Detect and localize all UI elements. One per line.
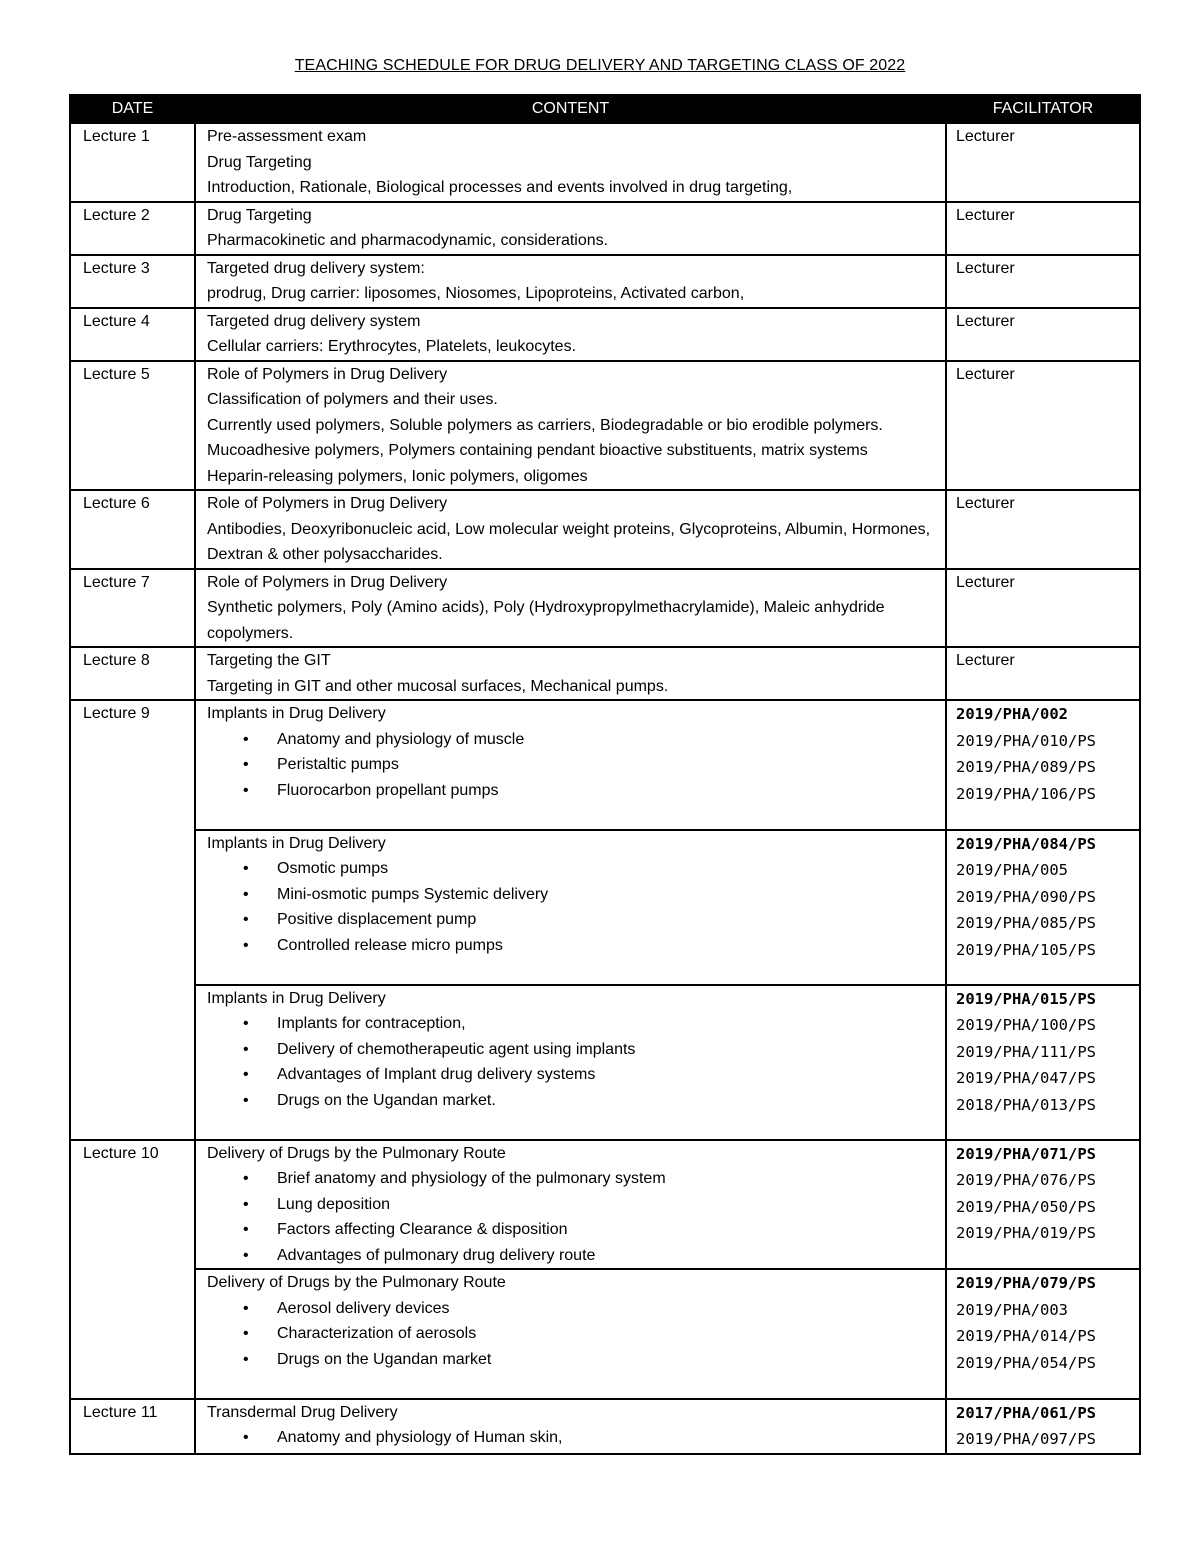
facilitator-name: Lecturer <box>956 312 1015 330</box>
content-line: Role of Polymers in Drug Delivery <box>207 573 448 591</box>
facilitator-name: Lecturer <box>956 573 1015 591</box>
content-line: Pre-assessment exam <box>207 128 367 145</box>
bullet-item: • Peristaltic pumps <box>207 752 939 778</box>
content-line: Targeting the GIT <box>207 652 331 669</box>
group-member: 2019/PHA/089/PS <box>956 758 1096 776</box>
table-row <box>70 1269 1140 1399</box>
date-cell: Lecture 6 <box>70 490 195 569</box>
bullet-item: • Advantages of Implant drug delivery systems <box>207 1062 939 1088</box>
header-content: CONTENT <box>195 95 946 123</box>
bullet-item: • Delivery of chemotherapeutic agent using implants <box>207 1037 939 1063</box>
table-row <box>70 255 1140 308</box>
date-cell: Lecture 8 <box>70 647 195 700</box>
group-member: 2019/PHA/076/PS <box>956 1171 1096 1189</box>
content-cell <box>195 490 946 569</box>
date-cell: Lecture 11 <box>70 1399 195 1454</box>
facilitator-cell <box>946 1399 1140 1454</box>
table-row <box>70 700 1140 830</box>
table-row <box>70 985 1140 1140</box>
content-line: Currently used polymers, Soluble polymers as carriers, Biodegradable or bio erodible polymers. Mucoadhesive polymers, Polymers containing pendant bioactive substituents, matrix systems <box>207 416 883 459</box>
content-line: prodrug, Drug carrier: liposomes, Niosomes, Lipoproteins, Activated carbon, <box>207 285 745 302</box>
content-cell <box>195 700 946 830</box>
table-row <box>70 490 1140 569</box>
group-member: 2019/PHA/106/PS <box>956 784 1096 803</box>
facilitator-cell <box>946 1140 1140 1270</box>
facilitator-name: Lecturer <box>956 365 1015 383</box>
content-line: Targeted drug delivery system: <box>207 259 425 277</box>
table-row <box>70 361 1140 491</box>
bullet-item: • Controlled release micro pumps <box>207 933 939 959</box>
content-line: Targeting in GIT and other mucosal surfaces, Mechanical pumps. <box>207 677 669 695</box>
bullet-item: • Positive displacement pump <box>207 907 939 933</box>
date-cell: Lecture 5 <box>70 361 195 491</box>
content-heading: Implants in Drug Delivery <box>207 834 386 852</box>
bullet-item: • Characterization of aerosols <box>207 1321 939 1347</box>
bullet-item: • Mini-osmotic pumps Systemic delivery <box>207 882 939 908</box>
facilitator-cell <box>946 830 1140 985</box>
facilitator-name: Lecturer <box>956 495 1015 512</box>
bullet-item: • Advantages of pulmonary drug delivery route <box>207 1243 939 1269</box>
header-facilitator: FACILITATOR <box>946 95 1140 123</box>
content-cell <box>195 830 946 985</box>
bullet-item: • Anatomy and physiology of Human skin, <box>207 1425 939 1451</box>
facilitator-cell <box>946 255 1140 308</box>
table-row <box>70 647 1140 700</box>
content-line: Introduction, Rationale, Biological processes and events involved in drug targeting, <box>207 179 793 196</box>
bullet-item: • Aerosol delivery devices <box>207 1296 939 1322</box>
bullet-item: • Brief anatomy and physiology of the pulmonary system <box>207 1166 939 1192</box>
table-row <box>70 308 1140 361</box>
group-member: 2019/PHA/090/PS <box>956 887 1096 906</box>
content-line: Targeted drug delivery system <box>207 312 421 330</box>
bullet-item: • Anatomy and physiology of muscle <box>207 727 939 753</box>
group-member: 2019/PHA/054/PS <box>956 1353 1096 1372</box>
content-line: Role of Polymers in Drug Delivery <box>207 495 448 512</box>
facilitator-cell <box>946 647 1140 700</box>
content-heading: Transdermal Drug Delivery <box>207 1403 398 1421</box>
content-heading: Implants in Drug Delivery <box>207 705 386 722</box>
group-member: 2018/PHA/013/PS <box>956 1095 1096 1114</box>
document-title: TEACHING SCHEDULE FOR DRUG DELIVERY AND TARGETING CLASS OF 2022 <box>294 57 906 74</box>
group-lead: 2019/PHA/015/PS <box>956 989 1096 1008</box>
group-member: 2019/PHA/047/PS <box>956 1069 1096 1087</box>
content-heading: Delivery of Drugs by the Pulmonary Route <box>207 1274 506 1291</box>
facilitator-cell <box>946 361 1140 491</box>
content-cell <box>195 647 946 700</box>
content-cell <box>195 569 946 648</box>
group-member: 2019/PHA/097/PS <box>956 1430 1096 1448</box>
group-member: 2019/PHA/010/PS <box>956 731 1096 750</box>
group-member: 2019/PHA/050/PS <box>956 1197 1096 1216</box>
content-line: Classification of polymers and their uses. <box>207 391 498 408</box>
content-cell <box>195 1140 946 1270</box>
content-heading: Delivery of Drugs by the Pulmonary Route <box>207 1144 506 1162</box>
content-cell <box>195 1399 946 1454</box>
table-row <box>70 830 1140 985</box>
bullet-item: • Osmotic pumps <box>207 856 939 882</box>
content-line: Heparin-releasing polymers, Ionic polymers, oligomes <box>207 467 588 485</box>
facilitator-cell <box>946 569 1140 648</box>
bullet-item: • Lung deposition <box>207 1192 939 1218</box>
facilitator-name: Lecturer <box>956 206 1015 224</box>
date-cell: Lecture 10 <box>70 1140 195 1399</box>
table-row <box>70 569 1140 648</box>
content-cell <box>195 123 946 202</box>
table-row <box>70 1399 1140 1454</box>
group-lead: 2019/PHA/071/PS <box>956 1144 1096 1163</box>
group-lead: 2019/PHA/079/PS <box>956 1274 1096 1292</box>
group-member: 2019/PHA/005 <box>956 861 1068 879</box>
content-line: Drug Targeting <box>207 206 312 224</box>
facilitator-cell <box>946 700 1140 830</box>
content-cell <box>195 985 946 1140</box>
content-line: Antibodies, Deoxyribonucleic acid, Low molecular weight proteins, Glycoproteins, Albumin, Hormones, Dextran & other polysaccharides. <box>207 520 931 563</box>
content-line: Drug Targeting <box>207 153 312 171</box>
facilitator-cell <box>946 1269 1140 1399</box>
content-line: Pharmacokinetic and pharmacodynamic, considerations. <box>207 232 609 249</box>
content-cell <box>195 308 946 361</box>
group-member: 2019/PHA/105/PS <box>956 940 1096 959</box>
date-cell: Lecture 2 <box>70 202 195 255</box>
bullet-item: • Fluorocarbon propellant pumps <box>207 778 939 804</box>
header-row <box>70 95 1140 123</box>
bullet-item: • Implants for contraception, <box>207 1011 939 1037</box>
date-cell: Lecture 1 <box>70 123 195 202</box>
content-cell <box>195 1269 946 1399</box>
table-row <box>70 1140 1140 1270</box>
header-date: DATE <box>70 95 195 123</box>
content-line: Synthetic polymers, Poly (Amino acids), Poly (Hydroxypropylmethacrylamide), Maleic anhydride copolymers. <box>207 599 885 642</box>
facilitator-cell <box>946 985 1140 1140</box>
group-lead: 2017/PHA/061/PS <box>956 1403 1096 1422</box>
date-cell: Lecture 4 <box>70 308 195 361</box>
bullet-item: • Drugs on the Ugandan market. <box>207 1088 939 1114</box>
group-member: 2019/PHA/003 <box>956 1300 1068 1319</box>
content-line: Cellular carriers: Erythrocytes, Platelets, leukocytes. <box>207 338 577 355</box>
content-cell <box>195 361 946 491</box>
group-member: 2019/PHA/085/PS <box>956 914 1096 932</box>
facilitator-cell <box>946 202 1140 255</box>
facilitator-name: Lecturer <box>956 259 1015 277</box>
table-row <box>70 202 1140 255</box>
content-cell <box>195 202 946 255</box>
group-member: 2019/PHA/019/PS <box>956 1224 1096 1242</box>
facilitator-name: Lecturer <box>956 128 1015 145</box>
facilitator-cell <box>946 490 1140 569</box>
content-line: Role of Polymers in Drug Delivery <box>207 365 448 383</box>
bullet-item: • Factors affecting Clearance & disposition <box>207 1217 939 1243</box>
group-member: 2019/PHA/100/PS <box>956 1016 1096 1034</box>
group-member: 2019/PHA/111/PS <box>956 1042 1096 1061</box>
group-lead: 2019/PHA/002 <box>956 705 1068 723</box>
table-row <box>70 123 1140 202</box>
facilitator-cell <box>946 123 1140 202</box>
content-heading: Implants in Drug Delivery <box>207 989 386 1007</box>
date-cell: Lecture 3 <box>70 255 195 308</box>
facilitator-name: Lecturer <box>956 652 1015 669</box>
group-lead: 2019/PHA/084/PS <box>956 834 1096 853</box>
bullet-item: • Drugs on the Ugandan market <box>207 1347 939 1373</box>
date-cell: Lecture 9 <box>70 700 195 1140</box>
group-member: 2019/PHA/014/PS <box>956 1327 1096 1345</box>
content-cell <box>195 255 946 308</box>
date-cell: Lecture 7 <box>70 569 195 648</box>
facilitator-cell <box>946 308 1140 361</box>
schedule-table <box>69 94 1141 1455</box>
